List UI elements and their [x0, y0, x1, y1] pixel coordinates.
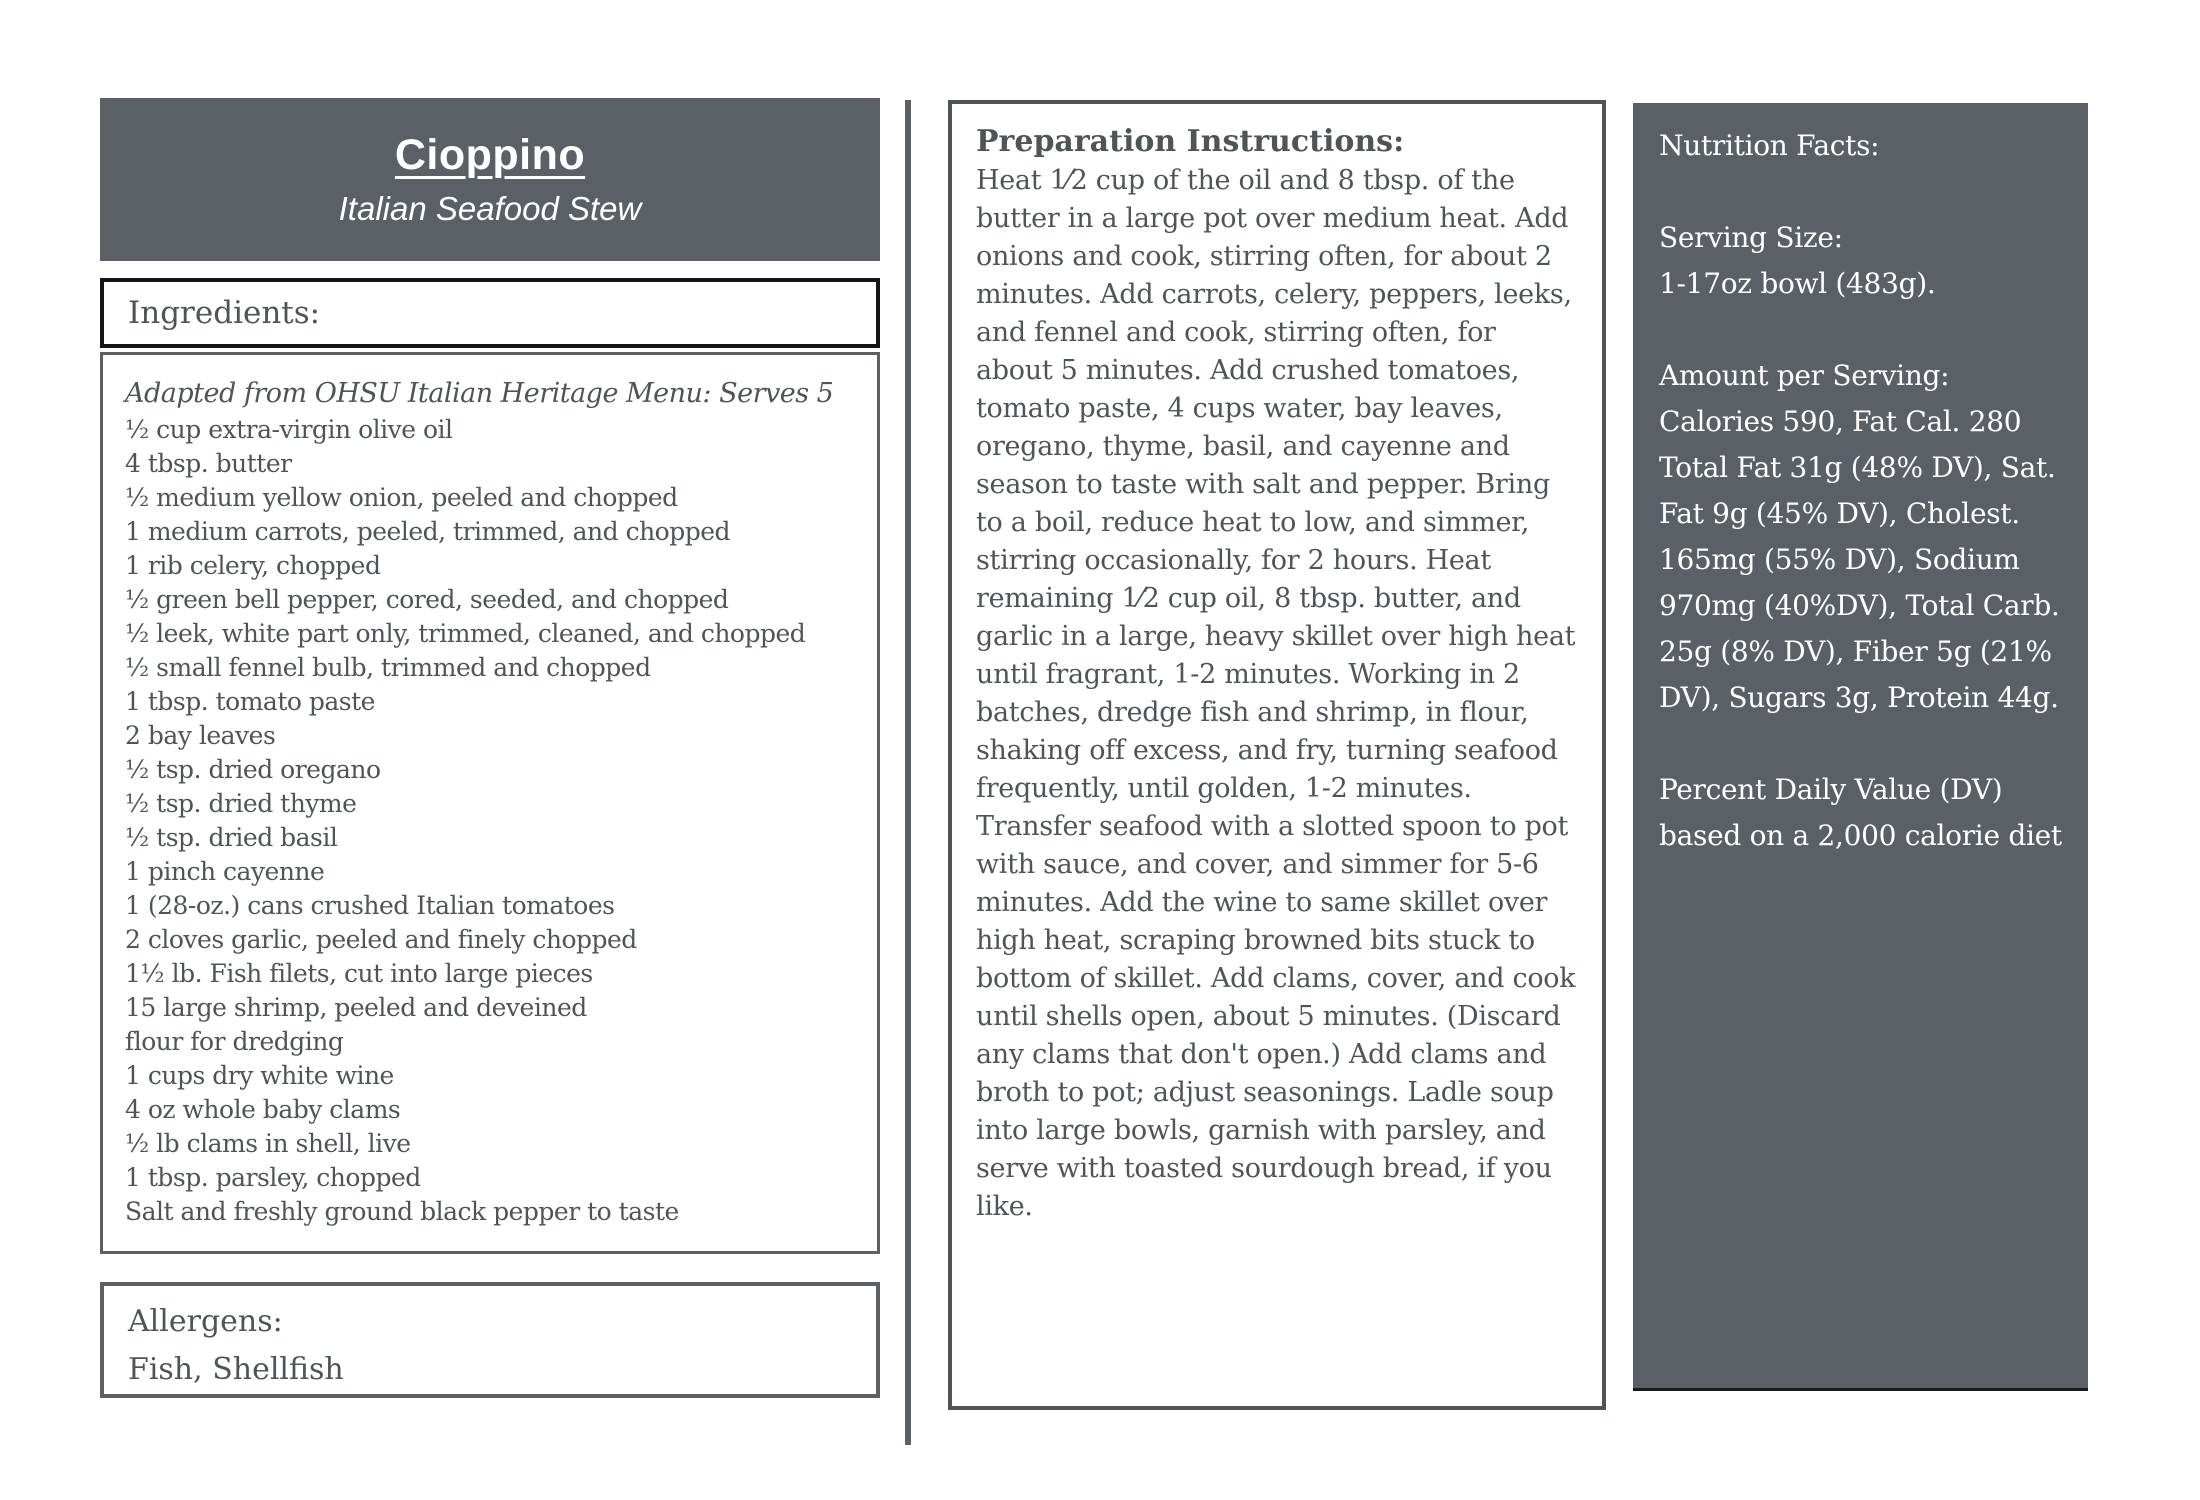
- recipe-header: [100, 98, 880, 261]
- amount-per-serving-label: Amount per Serving:: [1659, 359, 1950, 392]
- column-divider: [905, 100, 911, 1445]
- recipe-title: Cioppino: [394, 131, 586, 179]
- ingredient-item: 1 tbsp. tomato paste: [125, 687, 375, 716]
- ingredients-list: [125, 413, 857, 1229]
- nutrition-heading: Nutrition Facts:: [1659, 129, 1880, 162]
- allergens-value: Fish, Shellfish: [128, 1352, 344, 1387]
- ingredients-heading: Ingredients:: [128, 295, 321, 331]
- ingredient-item: ½ leek, white part only, trimmed, cleaned, and chopped: [125, 619, 806, 648]
- ingredient-item: ½ medium yellow onion, peeled and chopped: [125, 483, 678, 512]
- ingredient-item: ½ small fennel bulb, trimmed and chopped: [125, 653, 651, 682]
- preparation-box: [948, 100, 1606, 1410]
- nutrition-amounts: [1659, 353, 2062, 721]
- ingredient-item: 2 bay leaves: [125, 721, 276, 750]
- amount-per-serving-values: Calories 590, Fat Cal. 280 Total Fat 31g (48% DV), Sat. Fat 9g (45% DV), Cholest. 165mg (55% DV), Sodium 970mg (40%DV), Total Carb. 25g (8% DV), Fiber 5g (21% DV), Sugars 3g, Protein 44g.: [1659, 405, 2060, 714]
- allergens-heading: Allergens:: [128, 1304, 283, 1339]
- ingredient-item: 1 medium carrots, peeled, trimmed, and chopped: [125, 517, 731, 546]
- ingredient-item: 1 rib celery, chopped: [125, 551, 381, 580]
- ingredient-item: 4 tbsp. butter: [125, 449, 292, 478]
- ingredient-item: 4 oz whole baby clams: [125, 1095, 401, 1124]
- ingredient-item: flour for dredging: [125, 1027, 344, 1056]
- ingredient-item: ½ tsp. dried basil: [125, 823, 338, 852]
- preparation-heading: Preparation Instructions:: [976, 124, 1405, 159]
- preparation-text: Heat 1⁄2 cup of the oil and 8 tbsp. of the butter in a large pot over medium heat. Add onions and cook, stirring often, for about 2 minutes. Add carrots, celery, peppers, leeks, and fennel and cook, stirring often, for about 5 minutes. Add crushed tomatoes, tomato paste, 4 cups water, bay leaves, oregano, thyme, basil, and cayenne and season to taste with salt and pepper. Bring to a boil, reduce heat to low, and simmer, stirring occasionally, for 2 hours. Heat remaining 1⁄2 cup oil, 8 tbsp. butter, and garlic in a large, heavy skillet over high heat until fragrant, 1-2 minutes. Working in 2 batches, dredge fish and shrimp, in flour, shaking off excess, and fry, turning seafood frequently, until golden, 1-2 minutes. Transfer seafood with a slotted spoon to pot with sauce, and cover, and simmer for 5-6 minutes. Add the wine to same skillet over high heat, scraping browned bits stuck to bottom of skillet. Add clams, cover, and cook until shells open, about 5 minutes. (Discard any clams that don't open.) Add clams and broth to pot; adjust seasonings. Ladle soup into large bowls, garnish with parsley, and serve with toasted sourdough bread, if you like.: [976, 165, 1576, 1222]
- ingredients-source-note: Adapted from OHSU Italian Heritage Menu: Serves 5: [125, 378, 834, 409]
- ingredient-item: 1 tbsp. parsley, chopped: [125, 1163, 421, 1192]
- ingredient-item: Salt and freshly ground black pepper to taste: [125, 1197, 679, 1226]
- ingredient-item: 1½ lb. Fish filets, cut into large pieces: [125, 959, 593, 988]
- nutrition-serving: [1659, 215, 2062, 307]
- ingredients-box: [100, 352, 880, 1254]
- ingredient-item: ½ tsp. dried thyme: [125, 789, 357, 818]
- allergens-box: [100, 1282, 880, 1398]
- ingredient-item: ½ tsp. dried oregano: [125, 755, 381, 784]
- ingredient-item: ½ lb clams in shell, live: [125, 1129, 411, 1158]
- ingredient-item: ½ green bell pepper, cored, seeded, and chopped: [125, 585, 729, 614]
- recipe-subtitle: Italian Seafood Stew: [338, 190, 642, 227]
- ingredient-item: 2 cloves garlic, peeled and finely chopped: [125, 925, 637, 954]
- serving-size-value: 1-17oz bowl (483g).: [1659, 267, 1936, 300]
- serving-size-label: Serving Size:: [1659, 221, 1843, 254]
- ingredient-item: 1 cups dry white wine: [125, 1061, 394, 1090]
- ingredient-item: ½ cup extra-virgin olive oil: [125, 415, 453, 444]
- ingredient-item: 1 (28-oz.) cans crushed Italian tomatoes: [125, 891, 615, 920]
- ingredient-item: 1 pinch cayenne: [125, 857, 325, 886]
- ingredient-item: 15 large shrimp, peeled and deveined: [125, 993, 587, 1022]
- nutrition-footnote: Percent Daily Value (DV) based on a 2,000 calorie diet: [1659, 773, 2062, 852]
- nutrition-panel: [1633, 103, 2088, 1391]
- ingredients-heading-box: [100, 278, 880, 348]
